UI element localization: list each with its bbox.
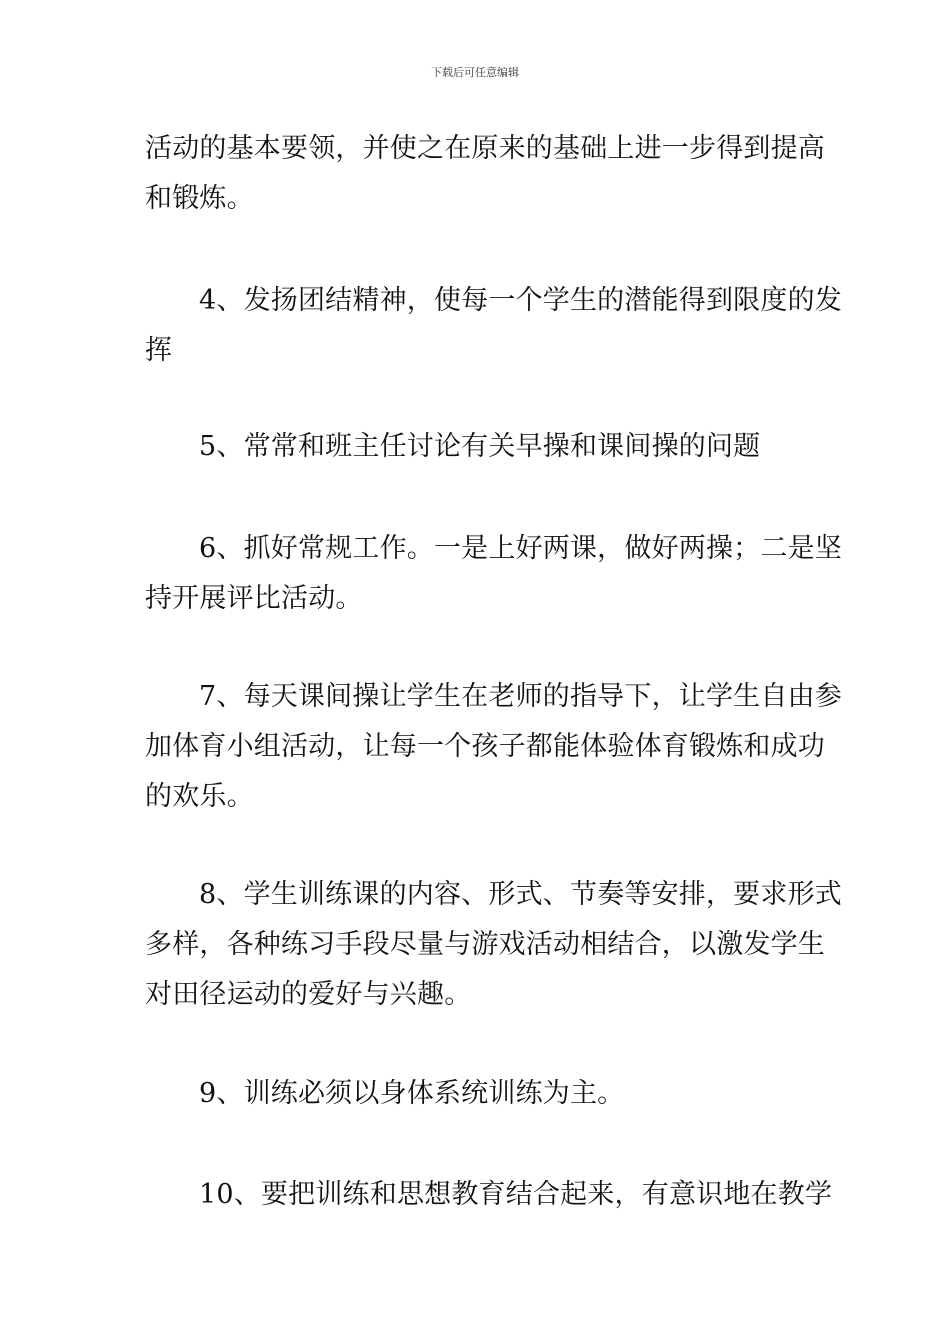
text-line: 5、常常和班主任讨论有关早操和课间操的问题	[199, 431, 761, 462]
text-line: 10、要把训练和思想教育结合起来，有意识地在教学	[199, 1179, 833, 1210]
paragraph-item-8	[145, 870, 842, 1020]
paragraph-item-10	[145, 1170, 833, 1220]
text-line: 9、训练必须以身体系统训练为主。	[199, 1078, 625, 1109]
text-line: 的欢乐。	[145, 781, 254, 812]
paragraph-item-6	[145, 524, 842, 624]
text-line: 7、每天课间操让学生在老师的指导下，让学生自由参	[199, 681, 842, 712]
paragraph-item-9	[145, 1069, 807, 1119]
text-line: 挥	[145, 335, 173, 366]
page-header-note: 下载后可任意编辑	[431, 66, 519, 79]
text-line: 8、学生训练课的内容、形式、节奏等安排，要求形式	[199, 879, 842, 910]
text-line: 4、发扬团结精神，使每一个学生的潜能得到限度的发	[199, 285, 842, 316]
text-line: 活动的基本要领，并使之在原来的基础上进一步得到提高	[145, 133, 825, 164]
text-line: 和锻炼。	[145, 183, 254, 214]
text-line: 加体育小组活动，让每一个孩子都能体验体育锻炼和成功	[145, 731, 825, 762]
text-line: 6、抓好常规工作。一是上好两课，做好两操；二是坚	[199, 533, 842, 564]
paragraph-item-7	[145, 672, 842, 822]
paragraph-item-5	[145, 422, 807, 472]
paragraph-item-4	[145, 276, 842, 376]
text-line: 对田径运动的爱好与兴趣。	[145, 979, 472, 1010]
paragraph-continuation	[145, 124, 825, 224]
text-line: 持开展评比活动。	[145, 583, 363, 614]
text-line: 多样，各种练习手段尽量与游戏活动相结合，以激发学生	[145, 929, 825, 960]
